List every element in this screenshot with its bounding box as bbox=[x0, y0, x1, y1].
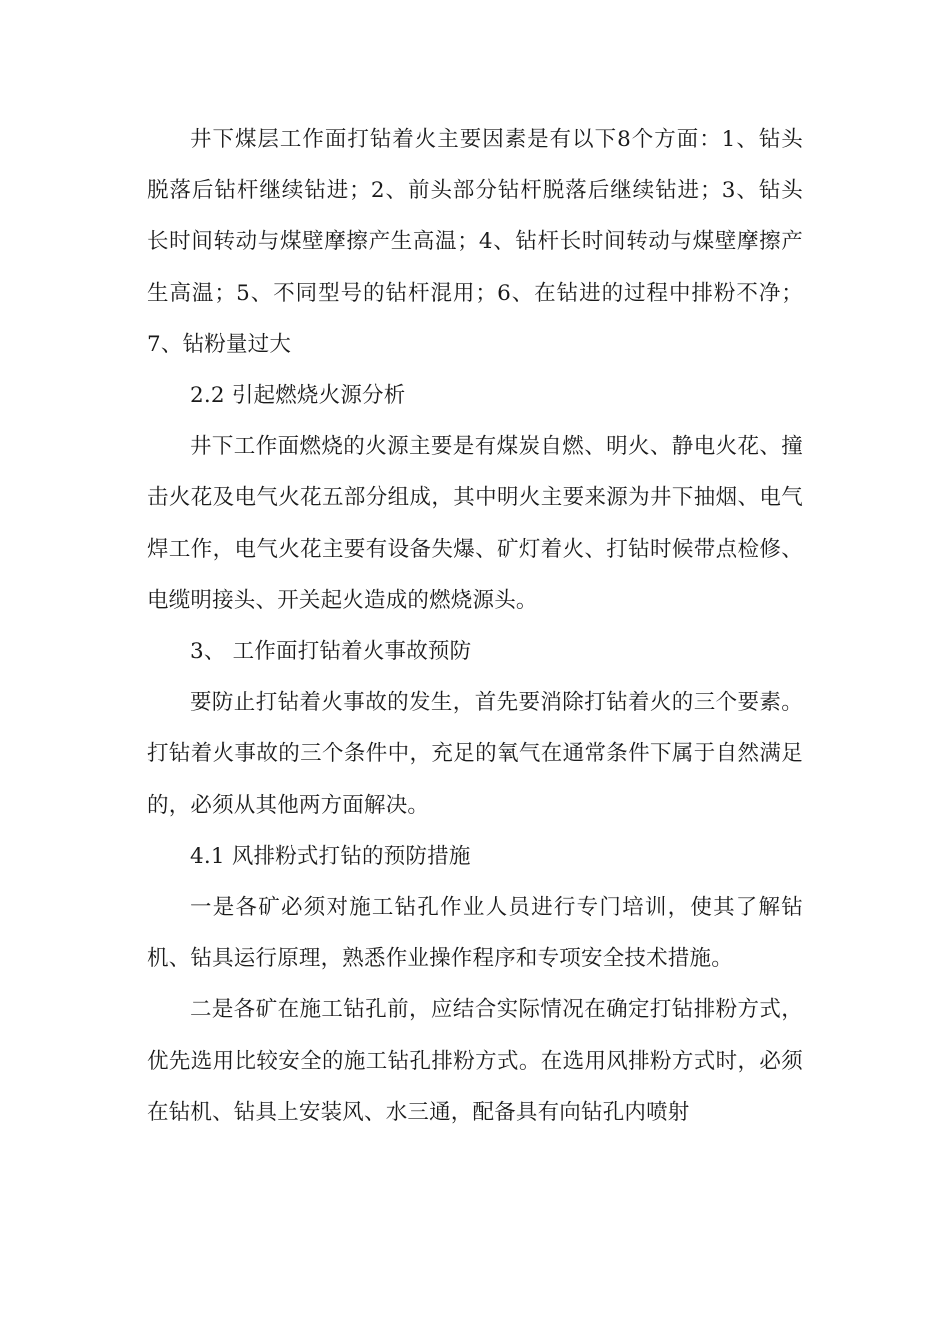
paragraph-fire-causes: 井下煤层工作面打钻着火主要因素是有以下8个方面：1、钻头脱落后钻杆继续钻进；2、前头部分钻杆脱落后继续钻进；3、钻头长时间转动与煤壁摩擦产生高温；4、钻杆长时间转动与煤壁摩擦产生高温；5、不同型号的钻杆混用；6、在钻进的过程中排粉不净；7、钻粉量过大 bbox=[147, 127, 803, 357]
heading-air-powder-measures: 4.1 风排粉式打钻的预防措施 bbox=[190, 843, 471, 869]
paragraph-ignition-sources: 井下工作面燃烧的火源主要是有煤炭自燃、明火、静电火花、撞击火花及电气火花五部分组成，其中明火主要来源为井下抽烟、电气焊工作，电气火花主要有设备失爆、矿灯着火、打钻时候带点检修、电缆明接头、开关起火造成的燃烧源头。 bbox=[147, 434, 803, 613]
heading-ignition-source-analysis: 2.2 引起燃烧火源分析 bbox=[190, 383, 406, 409]
document-body bbox=[147, 114, 803, 1138]
paragraph-measure-two: 二是各矿在施工钻孔前，应结合实际情况在确定打钻排粉方式，优先选用比较安全的施工钻孔排粉方式。在选用风排粉方式时，必须在钻机、钻具上安装风、水三通，配备具有向钻孔内喷射 bbox=[147, 997, 803, 1125]
heading-fire-prevention: 3、 工作面打钻着火事故预防 bbox=[190, 639, 472, 665]
paragraph-prevention-intro: 要防止打钻着火事故的发生，首先要消除打钻着火的三个要素。打钻着火事故的三个条件中，充足的氧气在通常条件下属于自然满足的，必须从其他两方面解决。 bbox=[147, 690, 803, 818]
paragraph-measure-one: 一是各矿必须对施工钻孔作业人员进行专门培训，使其了解钻机、钻具运行原理，熟悉作业操作程序和专项安全技术措施。 bbox=[147, 895, 803, 972]
